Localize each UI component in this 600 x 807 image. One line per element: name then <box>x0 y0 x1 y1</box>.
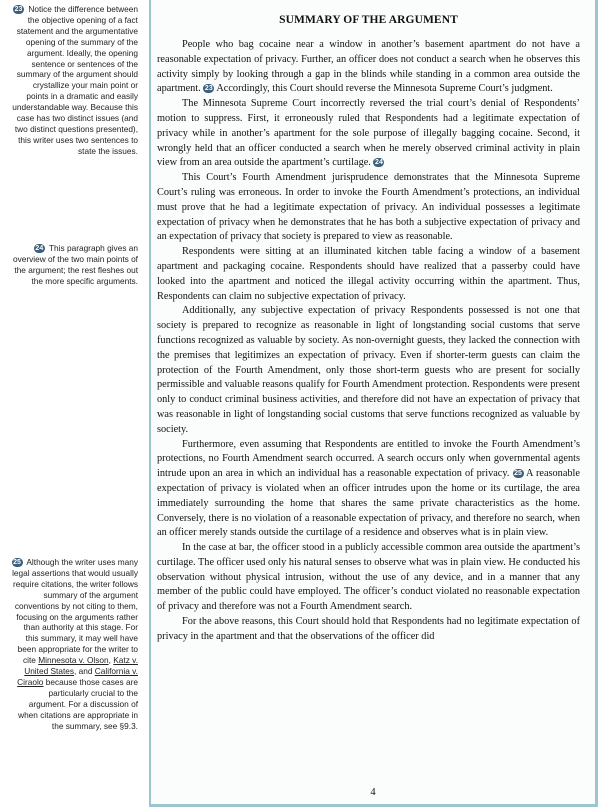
paragraph <box>157 97 580 171</box>
separator: , and <box>74 666 93 677</box>
paragraph <box>157 171 580 245</box>
paragraph <box>157 615 580 645</box>
document-body <box>151 13 595 645</box>
paragraph-text: Furthermore, even assuming that Respondents are entitled to invoke the Fourth Amendment’s protections, no Fourth Amendment search occurred. A search occurs only when governmental agents intrude upon an area in which an individual has a reasonable expectation of privacy. <box>157 438 580 480</box>
paragraph-text: The Minnesota Supreme Court incorrectly reversed the trial court’s denial of Respondents’ motion to suppress. First, it erroneously ruled that Respondents had a legitimate expectation of privacy while in another’s apartment for the sole purpose of illegally bagging cocaine. Second, it wrongly held that an officer conducted a search when he merely observed criminal activity in plain view from an area outside the apartment’s curtilage. <box>157 98 580 169</box>
margin-note-23 <box>10 4 138 157</box>
paragraph <box>157 438 580 542</box>
note-text: because those cases are particularly crucial to the argument. For a discussion of when citations are appropriate in the summary, see §9.3. <box>18 676 138 731</box>
paragraph-text: In the case at bar, the officer stood in a publicly accessible common area outside the apartment’s curtilage. The officer used only his natural senses to observe what was in plain view. He conducted his observation without physical intrusion, without the use of any device, and in a manner that any member of the public could have employed. The officer’s conduct violated no reasonable expectation of privacy and therefore was not a Fourth Amendment search. <box>157 542 580 613</box>
section-title: SUMMARY OF THE ARGUMENT <box>279 14 458 26</box>
note-text: Although the writer uses many legal assertions that would usually require citations, the writer follows summary of the argument conventions by not citing to them, focusing on the arguments rather than authority at this stage. For this summary, it may well have been appropriate for the writer to cite <box>12 557 138 666</box>
annotation-marker: 24 <box>375 159 383 167</box>
paragraph-text: People who bag cocaine near a window in another’s basement apartment do not have a reasonable expectation of privacy. Further, an officer does not conduct a search when he observes this activity simply by looking through a gap in the blinds while standing in a common area outside the apartment. <box>157 39 580 95</box>
note-number-badge: 25 <box>13 559 21 566</box>
paragraph <box>157 304 580 437</box>
page-number: 4 <box>370 787 376 798</box>
note-number-badge: 23 <box>14 6 23 13</box>
margin-note-25 <box>10 557 138 732</box>
annotation-marker: 23 <box>204 85 213 93</box>
note-number-badge: 24 <box>35 245 44 252</box>
margin-notes <box>0 0 148 807</box>
paragraph-text: A reasonable expectation of privacy is violated when an officer intrudes upon the home or its curtilage, the area immediately surrounding the home that shares the same private characteristics as the home. Conversely, there is no violation of a reasonable expectation of privacy, and therefore no search, when an officer merely stands outside the curtilage of a residence and observes what is in plain view. <box>157 468 580 539</box>
case-citation: Katz v. United States <box>24 655 138 677</box>
case-citation: Minnesota v. Olson <box>38 655 109 666</box>
paragraph-text: Additionally, any subjective expectation of privacy Respondents possessed is not one that society is prepared to recognize as reasonable in light of longstanding social customs that serve functions recognized as valuable by society. As non-overnight guests, they lacked the connection with the premises that legitimizes an expectation of privacy. Even if shorter-term guests can claim the protection of the Fourth Amendment, only those short-term guests who are present for socially permissible and valuable reasons qualify for Fourth Amendment protection. Respondents were present only to conduct criminal business activities, and therefore did not have an expectation of privacy that was reasonable in light of longstanding social customs that serve functions recognized as valuable by society. <box>157 305 580 435</box>
paragraph <box>157 38 580 97</box>
note-text: This paragraph gives an overview of the two main points of the argument; the rest fleshes out the more specific arguments. <box>13 243 138 286</box>
paragraph <box>157 245 580 304</box>
margin-note-24 <box>10 243 138 287</box>
paragraph-text: Respondents were sitting at an illuminated kitchen table facing a window of a basement apartment and packaging cocaine. Respondents should have realized that a passerby could have looked into the apartment and noticed the illegal activity occurring within the apartment. Thus, Respondents can claim no subjective expectation of privacy. <box>157 246 580 302</box>
paragraph-text: For the above reasons, this Court should hold that Respondents had no legitimate expectation of privacy in the apartment and that the observations of the officer did <box>157 616 580 642</box>
document-page <box>149 0 598 807</box>
note-text: Notice the difference between the objective opening of a fact statement and the argumentative opening of the summary of the argument. Ideally, the opening sentence or sentences of the summary of the argument should crystallize your main point or points in a dramatic and easily understandable way. Because this case has two distinct issues (and two distinct questions presented), this writer uses two sentences to state the issues. <box>12 4 138 156</box>
separator: , <box>108 655 111 666</box>
case-citation: California v. Ciraolo <box>17 666 138 687</box>
paragraph-text: This Court’s Fourth Amendment jurisprudence demonstrates that the Minnesota Supreme Court’s ruling was erroneous. In order to invoke the Fourth Amendment’s protections, an individual must prove that he had a legitimate expectation of privacy. An individual possesses a legitimate expectation of privacy when he demonstrates that he has both a subjective expectation of privacy and an expectation of privacy that society is prepared to view as reasonable. <box>157 172 580 243</box>
paragraph <box>157 541 580 615</box>
annotation-marker: 25 <box>514 470 522 478</box>
paragraph-text: Accordingly, this Court should reverse the Minnesota Supreme Court’s judgment. <box>216 83 553 95</box>
